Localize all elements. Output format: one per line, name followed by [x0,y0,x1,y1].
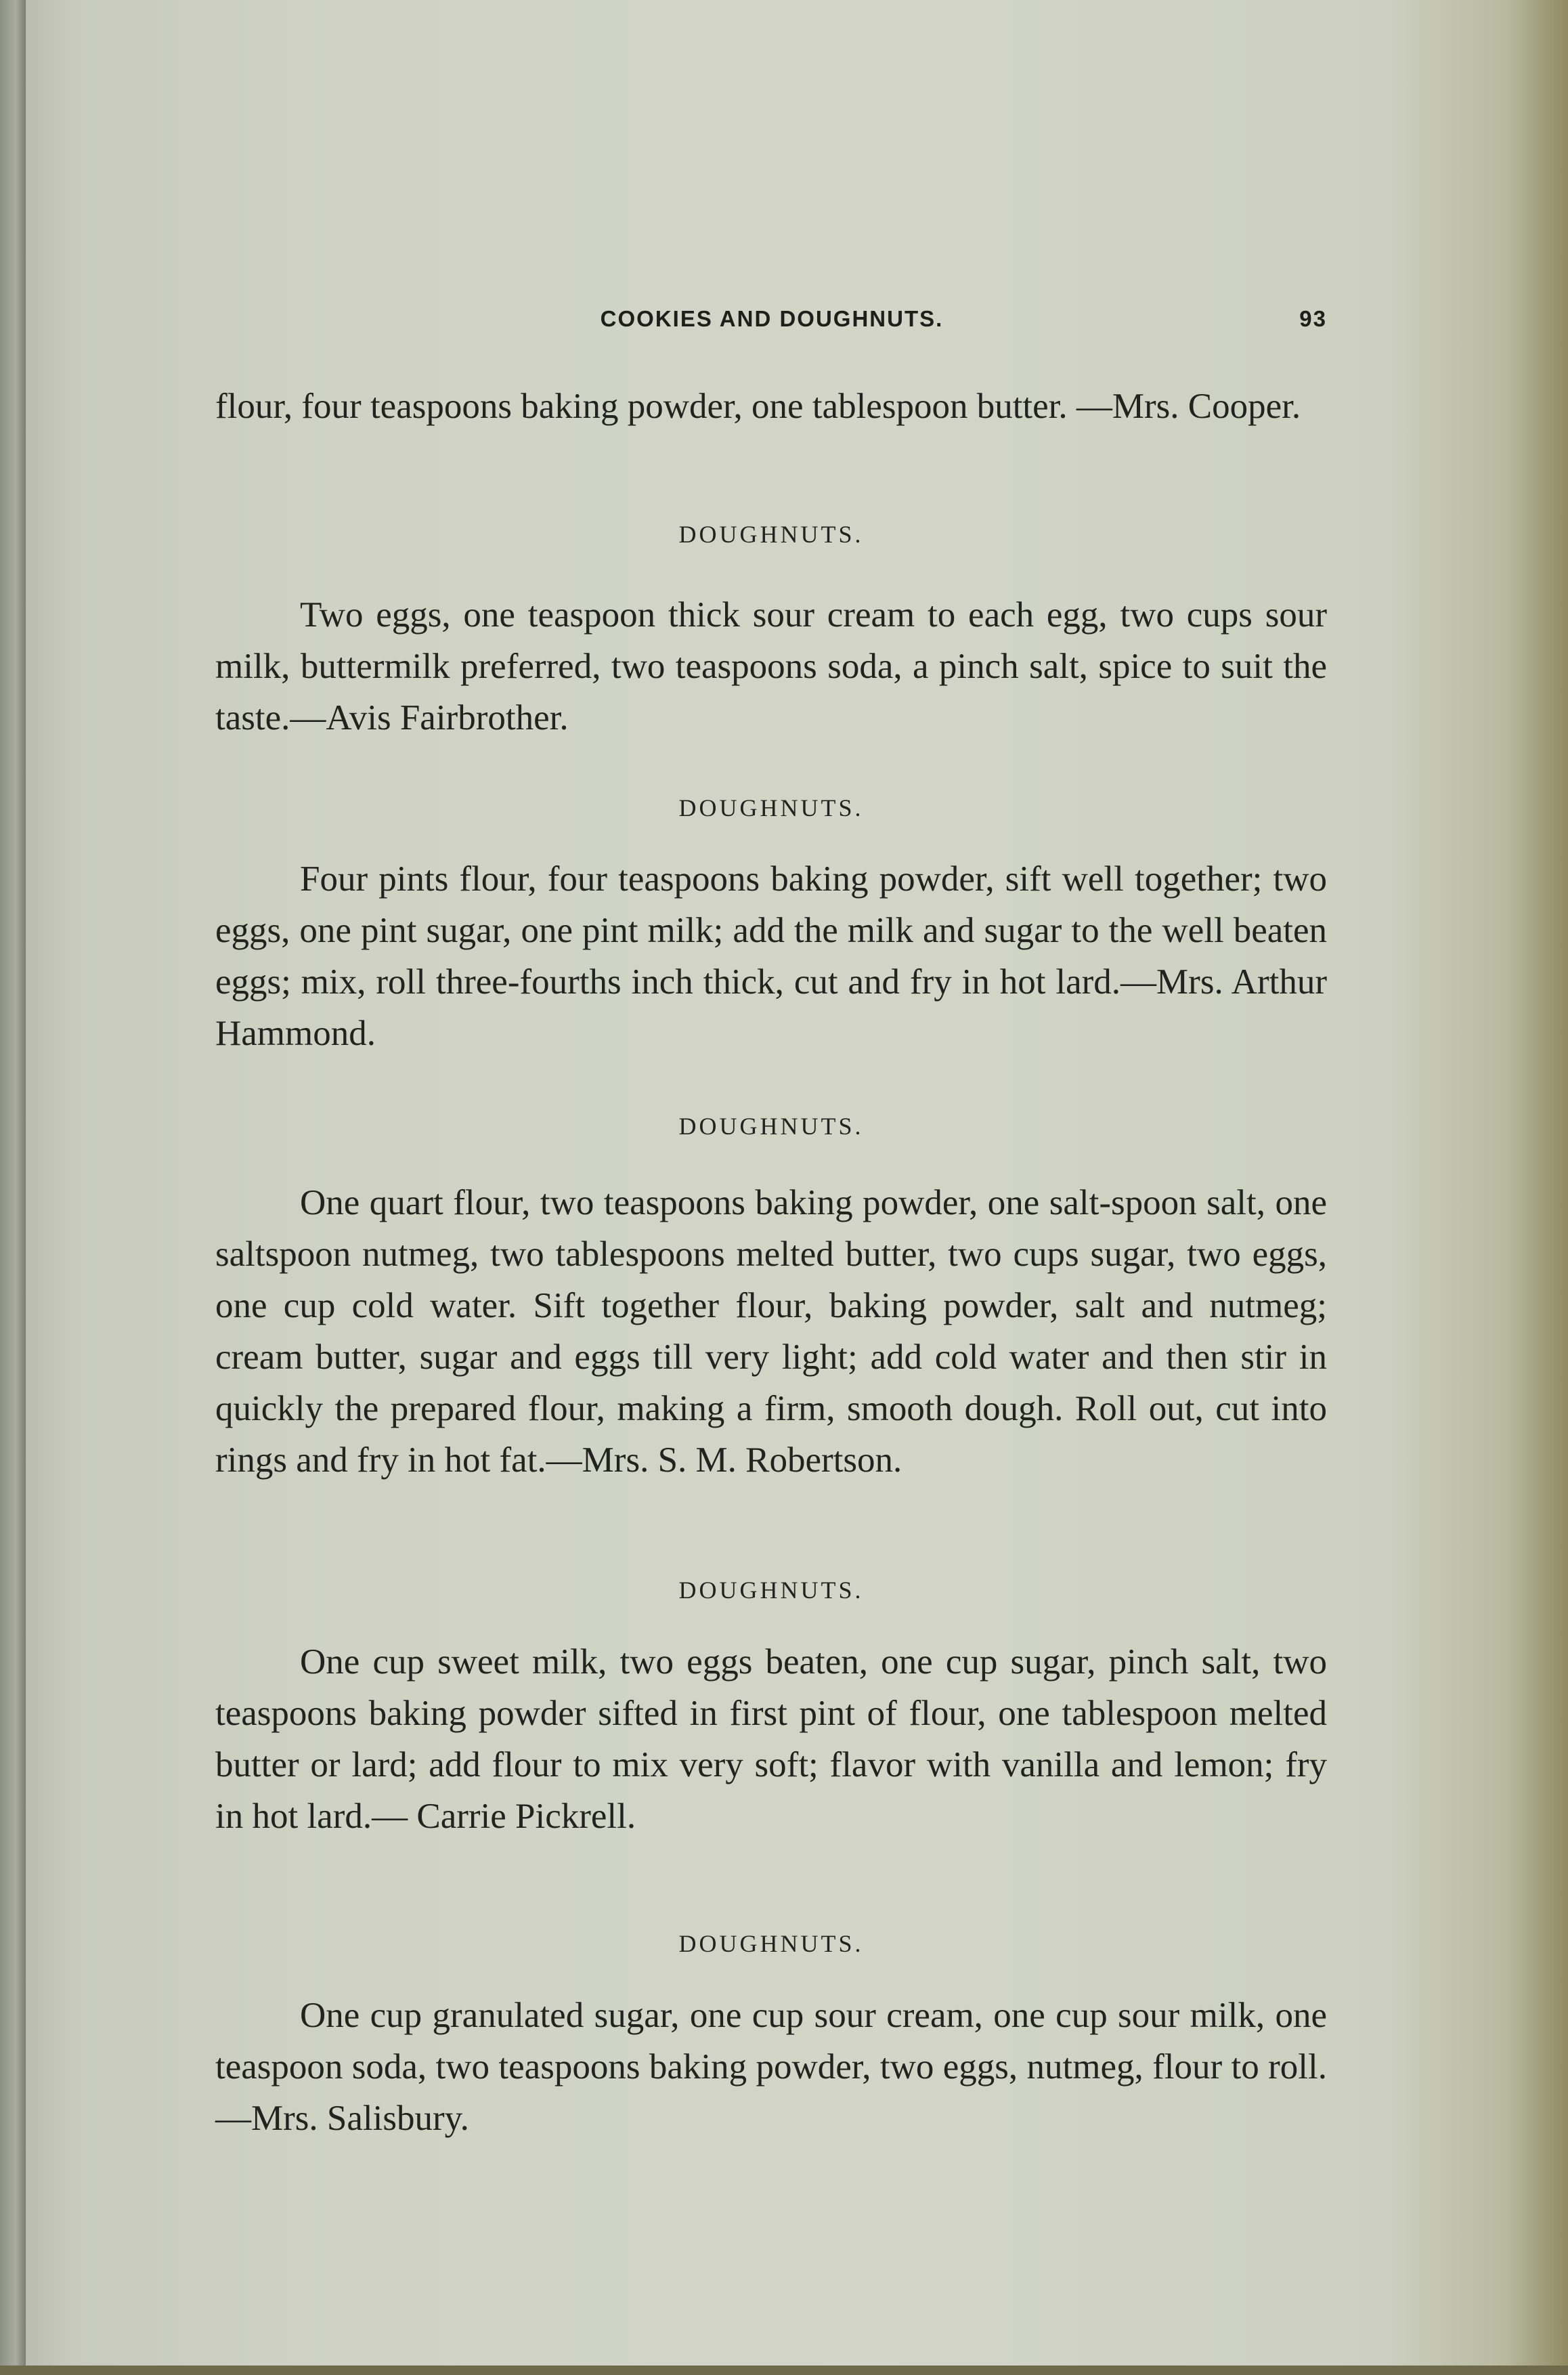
recipe-text: One cup granulated sugar, one cup sour cream, one cup sour milk, one teaspoon soda, two teaspoons baking powder, two eggs, nutmeg, flour to roll.—Mrs. Salisbury. [215,1996,1327,2138]
page-bottom-edge [0,2366,1568,2375]
recipe-title: DOUGHNUTS. [678,1113,864,1140]
recipe-text: One quart flour, two teaspoons baking powder, one salt-spoon salt, one saltspoon nutmeg, two tablespoons melted butter, two cups sugar, two eggs, one cup cold water. Sift together flour, baking powder, salt and nutmeg; cream butter, sugar and eggs till very light; add cold water and then stir in quickly the prepared flour, making a firm, smooth dough. Roll out, cut into rings and fry in hot fat.—Mrs. S. M. Robertson. [215,1183,1327,1480]
continuation-text: flour, four teaspoons baking powder, one tablespoon butter. —Mrs. Cooper. [215,387,1301,426]
recipe-text: One cup sweet milk, two eggs beaten, one cup sugar, pinch salt, two teaspoons baking powder sifted in first pint of flour, one tablespoon melted butter or lard; add flour to mix very soft; flavor with vanilla and lemon; fry in hot lard.— Carrie Pickrell. [215,1642,1327,1836]
recipe-title: DOUGHNUTS. [678,1930,864,1957]
page-header [217,306,1327,340]
running-head: COOKIES AND DOUGHNUTS. [600,306,944,331]
recipe-title: DOUGHNUTS. [678,521,864,548]
recipe-text: Four pints flour, four teaspoons baking powder, sift well together; two eggs, one pint sugar, one pint milk; add the milk and sugar to the well beaten eggs; mix, roll three-fourths inch thick, cut and fry in hot lard.—Mrs. Arthur Hammond. [215,859,1327,1053]
page-number: 93 [1299,306,1327,331]
recipe-title: DOUGHNUTS. [678,794,864,821]
recipe-title: DOUGHNUTS. [678,1577,864,1604]
book-spine-edge [0,0,26,2375]
recipe-text: Two eggs, one teaspoon thick sour cream to each egg, two cups sour milk, buttermilk preferred, two teaspoons soda, a pinch salt, spice to suit the taste.—Avis Fairbrother. [215,595,1327,737]
